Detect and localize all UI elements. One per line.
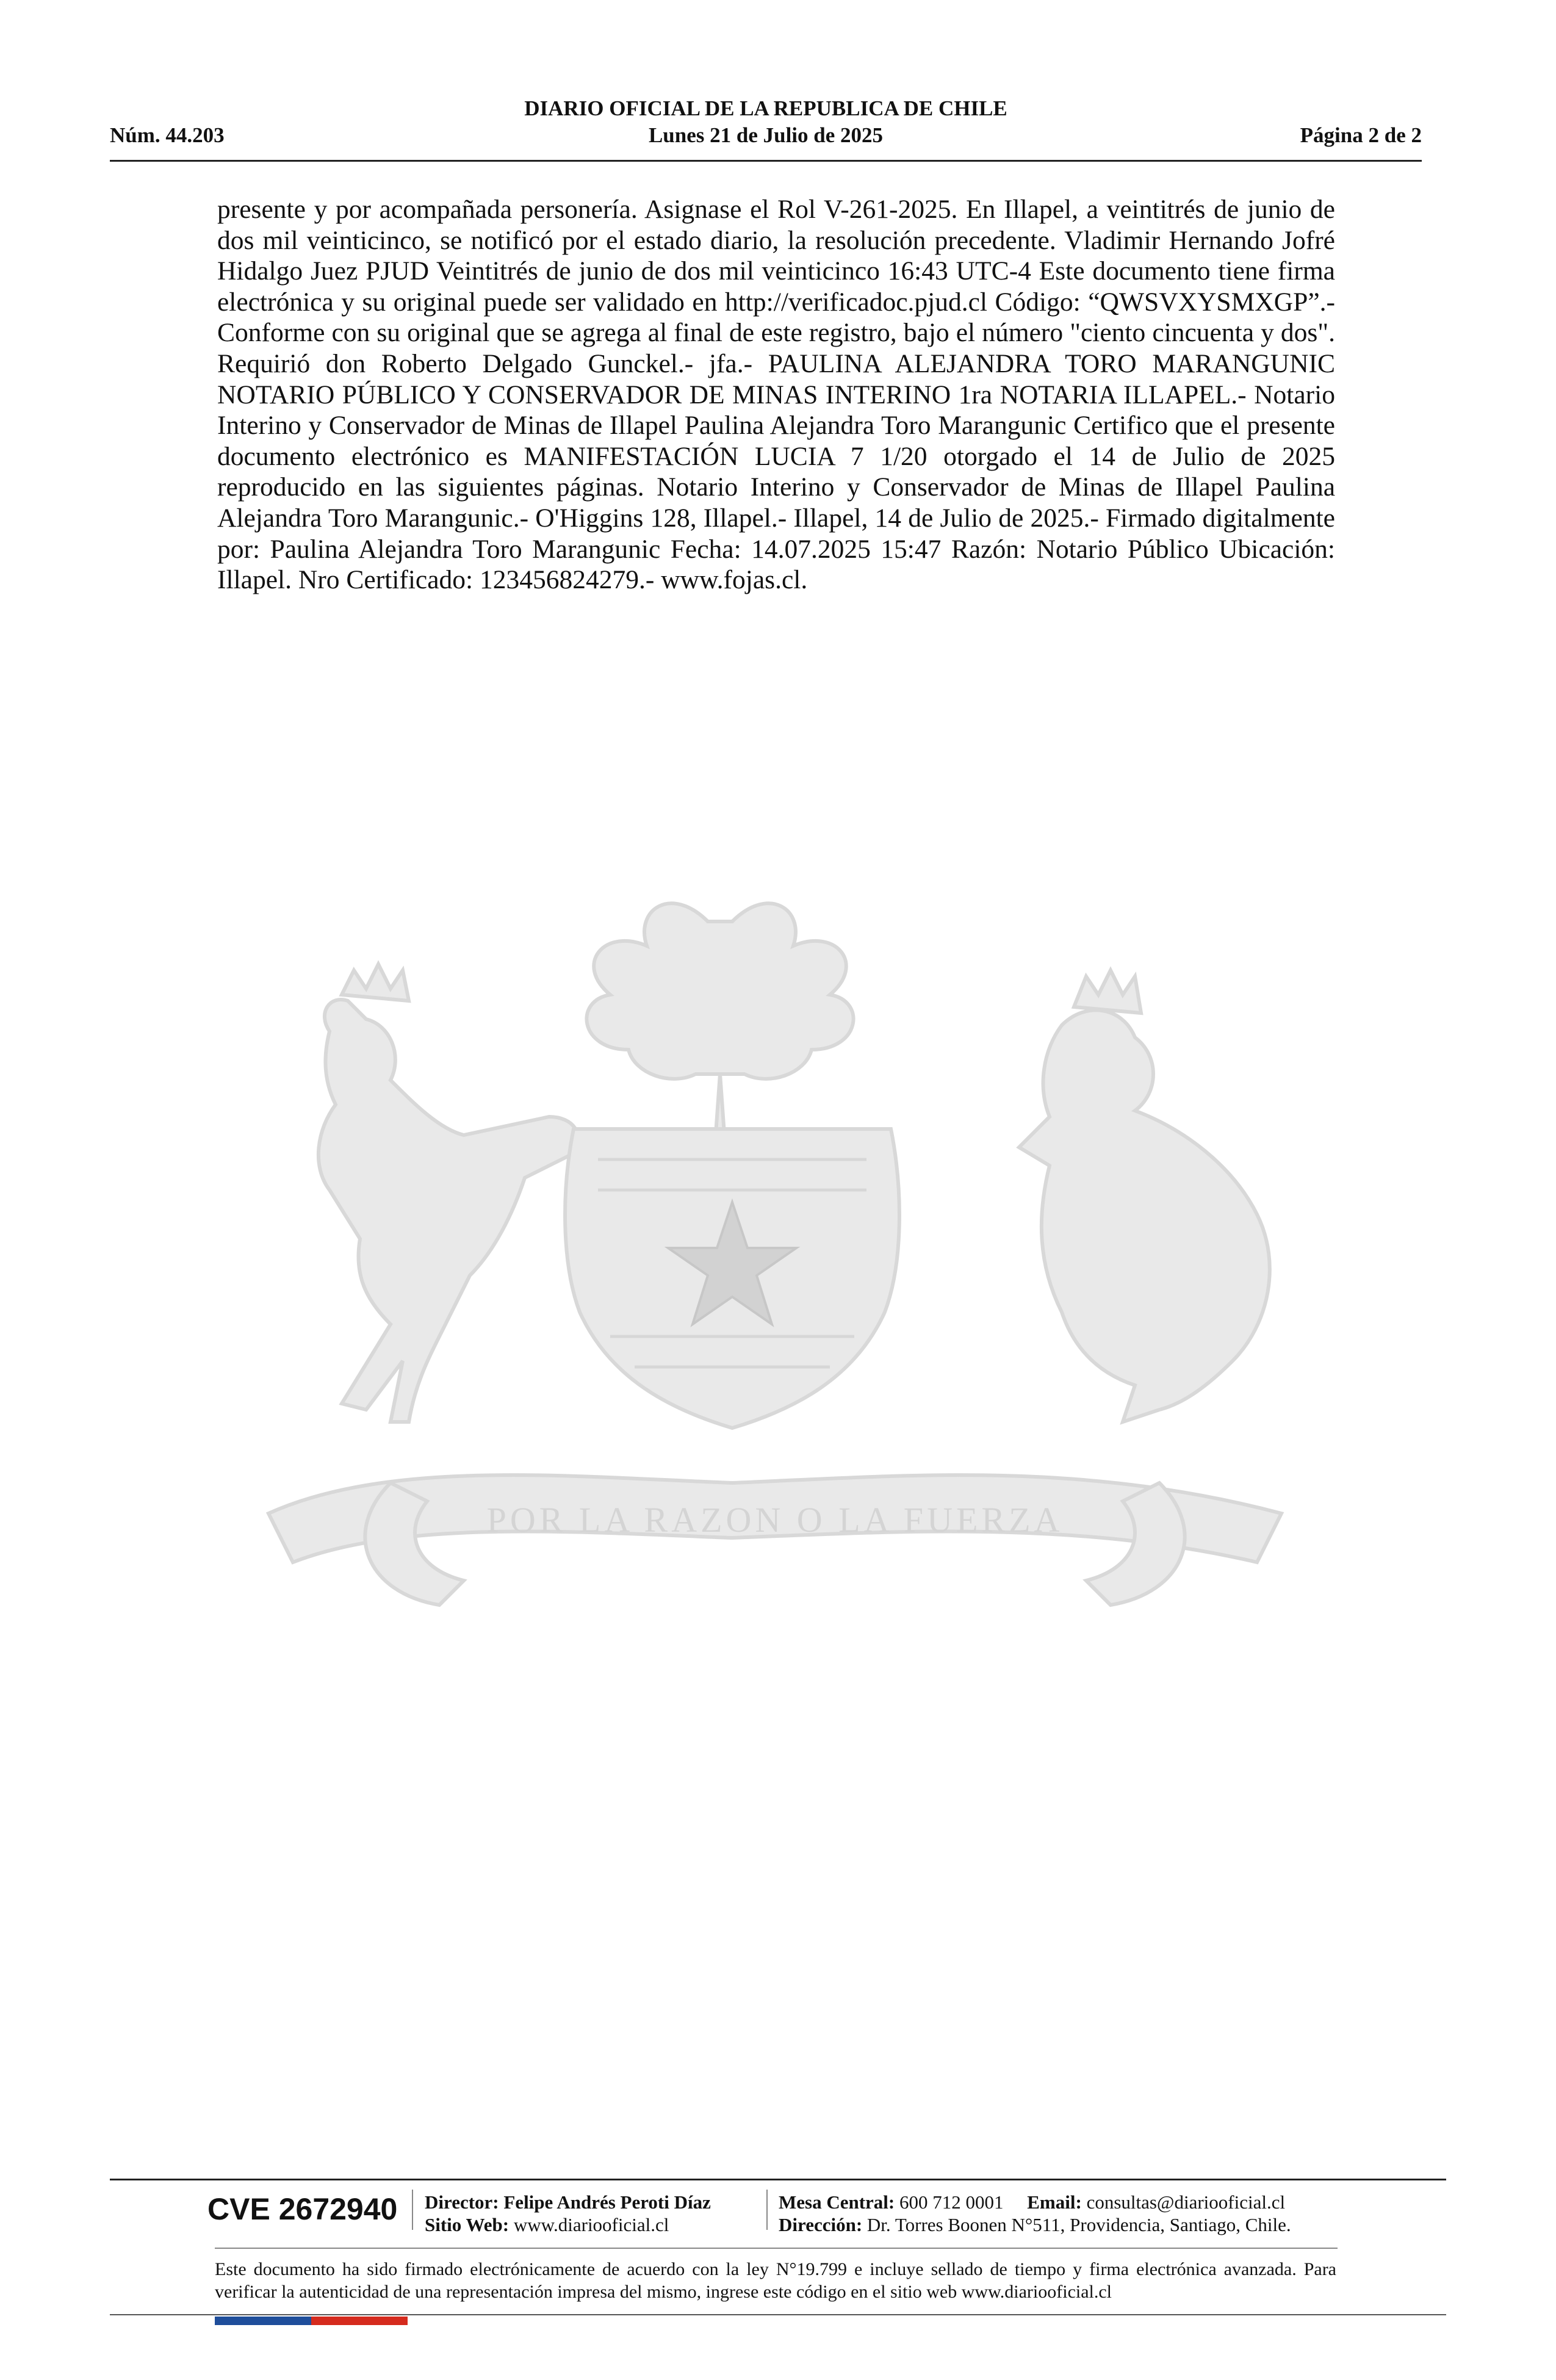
phone-label: Mesa Central: <box>779 2191 895 2213</box>
director-label: Director: <box>425 2191 499 2213</box>
chile-coat-of-arms-icon <box>207 873 1342 1678</box>
footer-middle-rule <box>215 2248 1338 2249</box>
director-name: Felipe Andrés Peroti Díaz <box>503 2191 711 2213</box>
cve-code: CVE 2672940 <box>207 2192 398 2226</box>
footer-director-block <box>425 2191 711 2236</box>
flag-red-segment <box>311 2317 408 2325</box>
footer-divider <box>412 2190 413 2230</box>
issue-number: Núm. 44.203 <box>110 123 225 147</box>
address-value: Dr. Torres Boonen N°511, Providencia, Santiago, Chile. <box>866 2214 1291 2235</box>
email-link[interactable]: consultas@diariooficial.cl <box>1086 2191 1286 2213</box>
footer-bottom-rule <box>110 2314 1446 2315</box>
watermark-motto: POR LA RAZON O LA FUERZA <box>486 1500 1064 1540</box>
website-link[interactable]: www.diariooficial.cl <box>513 2214 669 2235</box>
document-body-paragraph: presente y por acompañada personería. Asignase el Rol V-261-2025. En Illapel, a veintitrés de junio de dos mil veinticinco, se notificó por el estado diario, la resolución precedente. Vladimir Hernando Jofré Hidalgo Juez PJUD Veintitrés de junio de dos mil veinticinco 16:43 UTC-4 Este documento tiene firma electrónica y su original puede ser validado en http://verificadoc.pjud.cl Código: “QWSVXYSMXGP”.- Conforme con su original que se agrega al final de este registro, bajo el número "ciento cincuenta y dos". Requirió don Roberto Delgado Gunckel.- jfa.- PAULINA ALEJANDRA TORO MARANGUNIC NOTARIO PÚBLICO Y CONSERVADOR DE MINAS INTERINO 1ra NOTARIA ILLAPEL.- Notario Interino y Conservador de Minas de Illapel Paulina Alejandra Toro Marangunic Certifico que el presente documento electrónico es MANIFESTACIÓN LUCIA 7 1/20 otorgado el 14 de Julio de 2025 reproducido en las siguientes páginas. Notario Interino y Conservador de Minas de Illapel Paulina Alejandra Toro Marangunic.- O'Higgins 128, Illapel.- Illapel, 14 de Julio de 2025.- Firmado digitalmente por: Paulina Alejandra Toro Marangunic Fecha: 14.07.2025 15:47 Razón: Notario Público Ubicación: Illapel. Nro Certificado: 123456824279.- www.fojas.cl. <box>217 195 1335 595</box>
email-label: Email: <box>1027 2191 1082 2213</box>
coat-of-arms-watermark <box>207 873 1342 1678</box>
issue-date: Lunes 21 de Julio de 2025 <box>648 123 884 147</box>
address-label: Dirección: <box>779 2214 863 2235</box>
footer-contact-block <box>779 2191 1291 2236</box>
page-header <box>110 92 1422 162</box>
footer-top-rule <box>110 2179 1446 2180</box>
legal-notice: Este documento ha sido firmado electrónicamente de acuerdo con la ley N°19.799 e incluye sellado de tiempo y firma electrónica avanzada. Para verificar la autenticidad de una representación impresa del mismo, ingrese este código en el sitio web www.diariooficial.cl <box>215 2259 1336 2302</box>
footer-divider <box>766 2190 768 2230</box>
journal-title: DIARIO OFICIAL DE LA REPUBLICA DE CHILE <box>524 96 1007 120</box>
phone-number: 600 712 0001 <box>899 2191 1004 2213</box>
flag-color-stripe <box>215 2317 408 2325</box>
flag-blue-segment <box>215 2317 311 2325</box>
website-label: Sitio Web: <box>425 2214 510 2235</box>
page-number: Página 2 de 2 <box>1300 123 1422 147</box>
